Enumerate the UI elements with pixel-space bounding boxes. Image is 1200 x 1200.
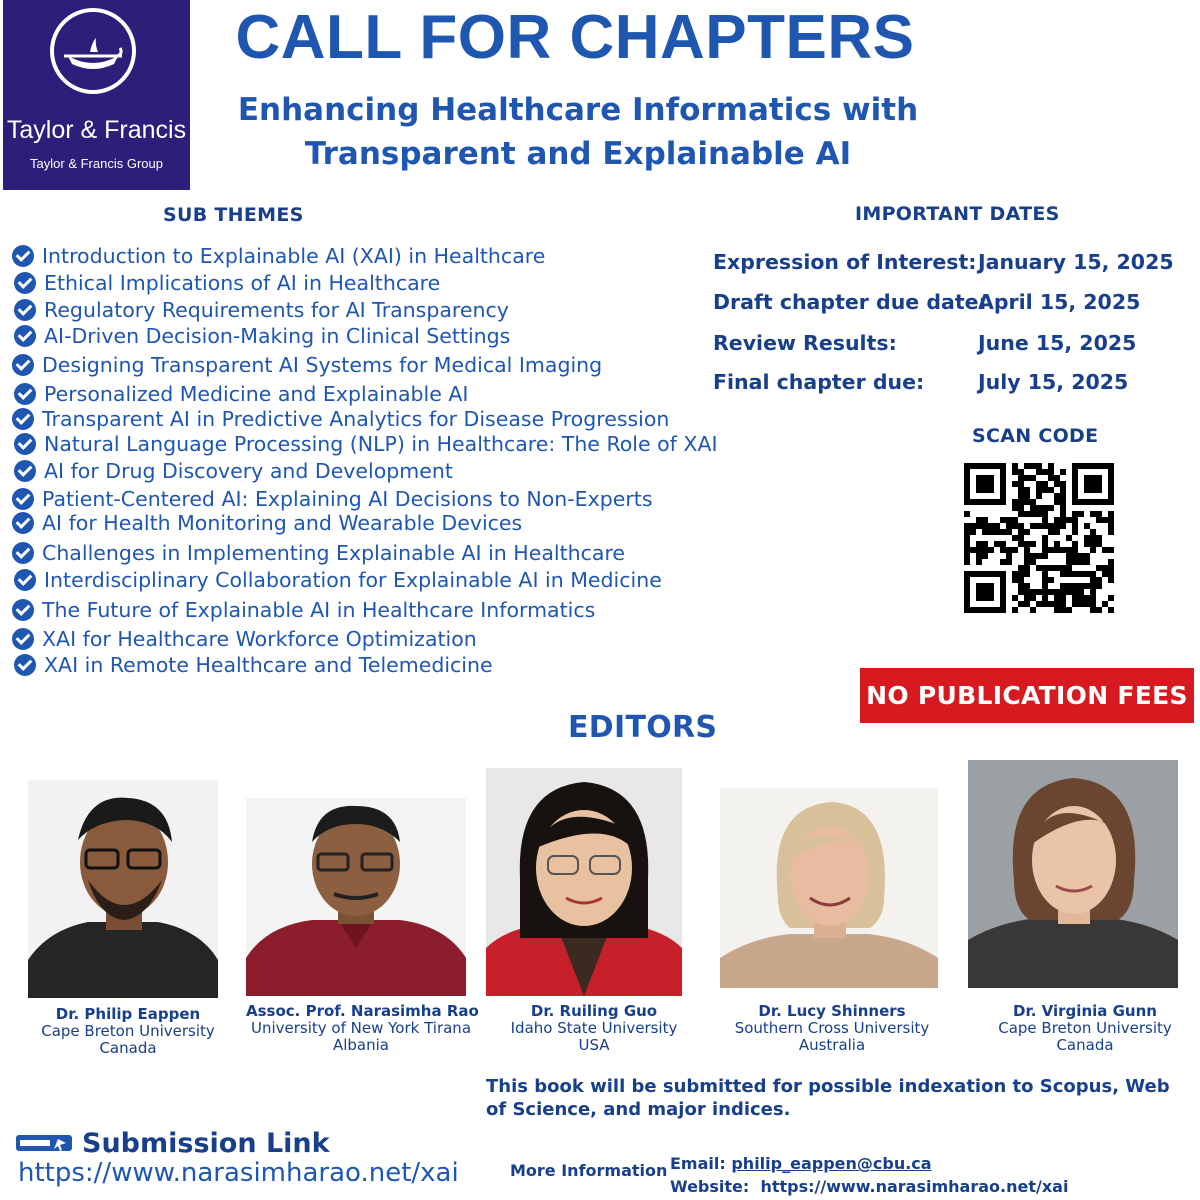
editor-card-2: [246, 1002, 479, 1054]
sub-theme-item: [14, 567, 662, 593]
editor-name: Dr. Philip Eappen: [55, 1005, 201, 1023]
check-circle-icon: [14, 569, 36, 591]
book-title: [200, 88, 956, 176]
check-circle-icon: [12, 488, 34, 510]
submission-heading: Submission Link: [82, 1128, 330, 1159]
sub-theme-label: The Future of Explainable AI in Healthcare Informatics: [42, 598, 596, 622]
editor-country: USA: [578, 1036, 610, 1054]
check-circle-icon: [12, 512, 34, 534]
editor-affiliation: University of New York Tirana: [250, 1019, 472, 1037]
sub-theme-label: Transparent AI in Predictive Analytics for Disease Progression: [42, 407, 670, 431]
editor-affiliation: Cape Breton University: [998, 1019, 1172, 1037]
editor-name: Dr. Lucy Shinners: [758, 1002, 906, 1020]
sub-theme-label: AI for Drug Discovery and Development: [44, 459, 453, 483]
contact-info: [670, 1152, 1068, 1198]
date-value: January 15, 2025: [978, 250, 1174, 274]
sub-theme-item: [14, 381, 468, 407]
sub-theme-label: AI for Health Monitoring and Wearable Devices: [42, 511, 523, 535]
sub-theme-item: [12, 597, 595, 623]
date-label: Draft chapter due date:: [713, 290, 987, 314]
website-row: [670, 1175, 1068, 1198]
website-label: Website:: [670, 1177, 750, 1196]
sub-theme-label: Introduction to Explainable AI (XAI) in Healthcare: [42, 244, 546, 268]
date-value: July 15, 2025: [978, 370, 1129, 394]
sub-theme-item: [12, 540, 625, 566]
qr-code[interactable]: [964, 463, 1114, 613]
date-row: [713, 250, 1174, 274]
date-label: Expression of Interest:: [713, 250, 977, 274]
logo-name: Taylor & Francis: [6, 116, 187, 144]
date-row: [713, 290, 1140, 314]
sub-theme-label: Designing Transparent AI Systems for Medical Imaging: [42, 353, 603, 377]
sub-theme-item: [14, 270, 440, 296]
sub-theme-label: Regulatory Requirements for AI Transparency: [44, 298, 509, 322]
sub-theme-item: [14, 323, 510, 349]
publisher-logo: [3, 0, 190, 190]
date-value: June 15, 2025: [978, 331, 1137, 355]
check-circle-icon: [12, 354, 34, 376]
sub-themes-heading: SUB THEMES: [163, 204, 304, 226]
page-title: CALL FOR CHAPTERS: [235, 3, 915, 72]
editor-photo-5: [968, 760, 1178, 988]
check-circle-icon: [12, 628, 34, 650]
sub-theme-label: Interdisciplinary Collaboration for Explainable AI in Medicine: [44, 568, 662, 592]
editor-name: Assoc. Prof. Narasimha Rao: [246, 1002, 479, 1020]
date-label: Review Results:: [713, 331, 897, 355]
editor-card-3: [494, 1003, 694, 1054]
sub-theme-label: Patient-Centered AI: Explaining AI Decisions to Non-Experts: [42, 487, 653, 511]
sub-theme-item: [12, 626, 477, 652]
email-label: Email:: [670, 1154, 726, 1173]
link-icon: [16, 1133, 74, 1153]
editor-country: Canada: [99, 1039, 157, 1057]
important-dates-heading: IMPORTANT DATES: [855, 203, 1060, 225]
sub-theme-label: Challenges in Implementing Explainable AI in Healthcare: [42, 541, 626, 565]
sub-theme-item: [14, 458, 453, 484]
sub-theme-item: [12, 352, 602, 378]
sub-theme-item: [12, 243, 545, 269]
website-link[interactable]: https://www.narasimharao.net/xai: [760, 1177, 1069, 1196]
editor-country: Australia: [798, 1036, 866, 1054]
editor-country: Albania: [332, 1036, 389, 1054]
sub-theme-label: Personalized Medicine and Explainable AI: [44, 382, 469, 406]
editor-photo-2: [246, 798, 466, 996]
logo-group: Taylor & Francis Group: [30, 156, 163, 171]
date-value: April 15, 2025: [978, 290, 1141, 314]
editor-country: Canada: [1056, 1036, 1114, 1054]
check-circle-icon: [14, 383, 36, 405]
editor-name: Dr. Virginia Gunn: [1013, 1002, 1157, 1020]
email-link[interactable]: philip_eappen@cbu.ca: [731, 1154, 932, 1173]
check-circle-icon: [14, 272, 36, 294]
sub-theme-item: [12, 510, 522, 536]
check-circle-icon: [12, 408, 34, 430]
sub-theme-item: [14, 431, 718, 457]
sub-theme-label: Natural Language Processing (NLP) in Healthcare: The Role of XAI: [44, 432, 718, 456]
no-fees-banner: NO PUBLICATION FEES: [860, 668, 1194, 723]
check-circle-icon: [12, 599, 34, 621]
editor-card-1: [28, 1006, 228, 1057]
sub-theme-item: [14, 297, 509, 323]
book-title-line-1: Enhancing Healthcare Informatics with: [237, 92, 919, 128]
editor-affiliation: Southern Cross University: [734, 1019, 930, 1037]
editors-heading: EDITORS: [568, 710, 718, 745]
check-circle-icon: [14, 325, 36, 347]
more-info-heading: More Information: [510, 1161, 668, 1180]
editor-card-4: [722, 1003, 942, 1054]
sub-theme-label: XAI in Remote Healthcare and Telemedicine: [44, 653, 493, 677]
check-circle-icon: [14, 299, 36, 321]
email-row: [670, 1152, 1068, 1175]
editor-photo-1: [28, 780, 218, 998]
editor-photo-4: [720, 788, 938, 988]
editor-photo-3: [486, 768, 682, 996]
check-circle-icon: [14, 433, 36, 455]
date-label: Final chapter due:: [713, 370, 925, 394]
indexation-note: This book will be submitted for possible indexation to Scopus, Web of Science, and major indices.: [486, 1076, 1170, 1120]
check-circle-icon: [14, 460, 36, 482]
submission-link[interactable]: https://www.narasimharao.net/xai: [18, 1158, 459, 1188]
check-circle-icon: [14, 654, 36, 676]
oil-lamp-icon: [54, 12, 132, 90]
sub-theme-label: XAI for Healthcare Workforce Optimization: [42, 627, 477, 651]
sub-theme-label: Ethical Implications of AI in Healthcare: [44, 271, 441, 295]
sub-theme-label: AI-Driven Decision-Making in Clinical Settings: [44, 324, 511, 348]
check-circle-icon: [12, 542, 34, 564]
date-row: [713, 370, 1128, 394]
date-row: [713, 331, 1136, 355]
editor-name: Dr. Ruiling Guo: [530, 1002, 658, 1020]
editor-affiliation: Idaho State University: [510, 1019, 678, 1037]
sub-theme-item: [14, 652, 493, 678]
editor-card-5: [985, 1003, 1185, 1054]
sub-theme-item: [12, 486, 653, 512]
sub-theme-item: [12, 406, 669, 432]
book-title-line-2: Transparent and Explainable AI: [304, 136, 852, 172]
scan-code-heading: SCAN CODE: [972, 425, 1099, 447]
editor-affiliation: Cape Breton University: [41, 1022, 215, 1040]
lamp-emblem: [50, 8, 136, 94]
check-circle-icon: [12, 245, 34, 267]
